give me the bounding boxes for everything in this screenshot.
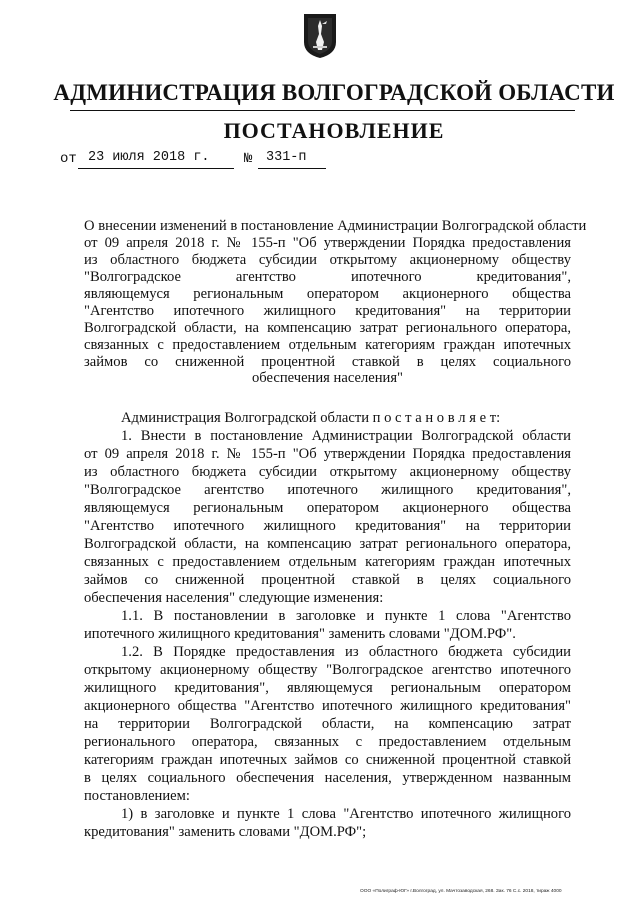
body-line: "Волгоградское агентство ипотечного жилищного кредитования", bbox=[84, 482, 571, 498]
body-line: жилищного кредитования", являющемуся региональным оператором bbox=[84, 680, 571, 696]
date-label: от bbox=[60, 151, 77, 167]
body-line: на территории Волгоградской области, на компенсацию затрат bbox=[84, 716, 571, 732]
body-line: 1. Внести в постановление Администрации Волгоградской области bbox=[121, 428, 571, 444]
body-line: являющемуся региональным оператором акционерного общества bbox=[84, 500, 571, 516]
body-line: регионального оператора, связанных с предоставлением отдельным bbox=[84, 734, 571, 750]
title-line: являющемуся региональным оператором акционерного общества bbox=[84, 286, 571, 302]
body-line: Волгоградской области, на компенсацию затрат регионального оператора, bbox=[84, 536, 571, 552]
body-line: ипотечного жилищного кредитования" заменить словами "ДОМ.РФ". bbox=[84, 626, 516, 642]
title-line: "Агентство ипотечного жилищного кредитования" на территории bbox=[84, 303, 571, 319]
title-line: займов со сниженной процентной ставкой в целях социального bbox=[84, 354, 571, 370]
body-line: обеспечения населения" следующие изменения: bbox=[84, 590, 384, 606]
title-line: из областного бюджета субсидии открытому акционерному обществу bbox=[84, 252, 571, 268]
body-line: постановлением: bbox=[84, 788, 190, 804]
body-line: от 09 апреля 2018 г. № 155-п "Об утверждении Порядка предоставления bbox=[84, 446, 571, 462]
header-divider bbox=[70, 110, 575, 111]
body-line: Администрация Волгоградской области п о с т а н о в л я е т: bbox=[121, 410, 501, 426]
body-line: 1.2. В Порядке предоставления из областного бюджета субсидии bbox=[121, 644, 571, 660]
body-line: категориям граждан ипотечных займов со сниженной процентной ставкой bbox=[84, 752, 571, 768]
body-line: из областного бюджета субсидии открытому акционерному обществу bbox=[84, 464, 571, 480]
date-underline bbox=[78, 168, 234, 169]
body-line: 1.1. В постановлении в заголовке и пункте 1 слова "Агентство bbox=[121, 608, 571, 624]
body-line: связанных с предоставлением отдельным категориям граждан ипотечных bbox=[84, 554, 571, 570]
number-underline bbox=[258, 168, 326, 169]
title-line: связанных с предоставлением отдельным категориям граждан ипотечных bbox=[84, 337, 571, 353]
title-line: от 09 апреля 2018 г. № 155-п "Об утверждении Порядка предоставления bbox=[84, 235, 571, 251]
body-line: в целях социального обеспечения населения, утвержденном названным bbox=[84, 770, 571, 786]
organization-title: АДМИНИСТРАЦИЯ ВОЛГОГРАДСКОЙ ОБЛАСТИ bbox=[53, 80, 615, 105]
body-line: акционерного общества "Агентство ипотечного жилищного кредитования" bbox=[84, 698, 571, 714]
body-line: открытому акционерному обществу "Волгоградское агентство ипотечного bbox=[84, 662, 571, 678]
body-line: "Агентство ипотечного жилищного кредитования" на территории bbox=[84, 518, 571, 534]
number-value: 331-п bbox=[266, 150, 307, 165]
document-type: ПОСТАНОВЛЕНИЕ bbox=[223, 118, 445, 143]
body-line: 1) в заголовке и пункте 1 слова "Агентство ипотечного жилищного bbox=[121, 806, 571, 822]
title-line: "Волгоградское агентство ипотечного кредитования", bbox=[84, 269, 571, 285]
body-line: кредитования" заменить словами "ДОМ.РФ"; bbox=[84, 824, 367, 840]
date-value: 23 июля 2018 г. bbox=[88, 150, 210, 165]
title-line: О внесении изменений в постановление Администрации Волгоградской области bbox=[84, 218, 587, 234]
printer-footer: ООО «Полиграф-ЮГ» г.Волгоград, ул. Мачтозаводская, 268. Зак. 76 С.с. 2018, тираж 4000 bbox=[360, 889, 562, 894]
number-label: № bbox=[244, 151, 253, 167]
title-line: Волгоградской области, на компенсацию затрат регионального оператора, bbox=[84, 320, 571, 336]
body-line: займов со сниженной процентной ставкой в целях социального bbox=[84, 572, 571, 588]
coat-of-arms-icon bbox=[302, 12, 338, 60]
title-line: обеспечения населения" bbox=[251, 370, 404, 386]
